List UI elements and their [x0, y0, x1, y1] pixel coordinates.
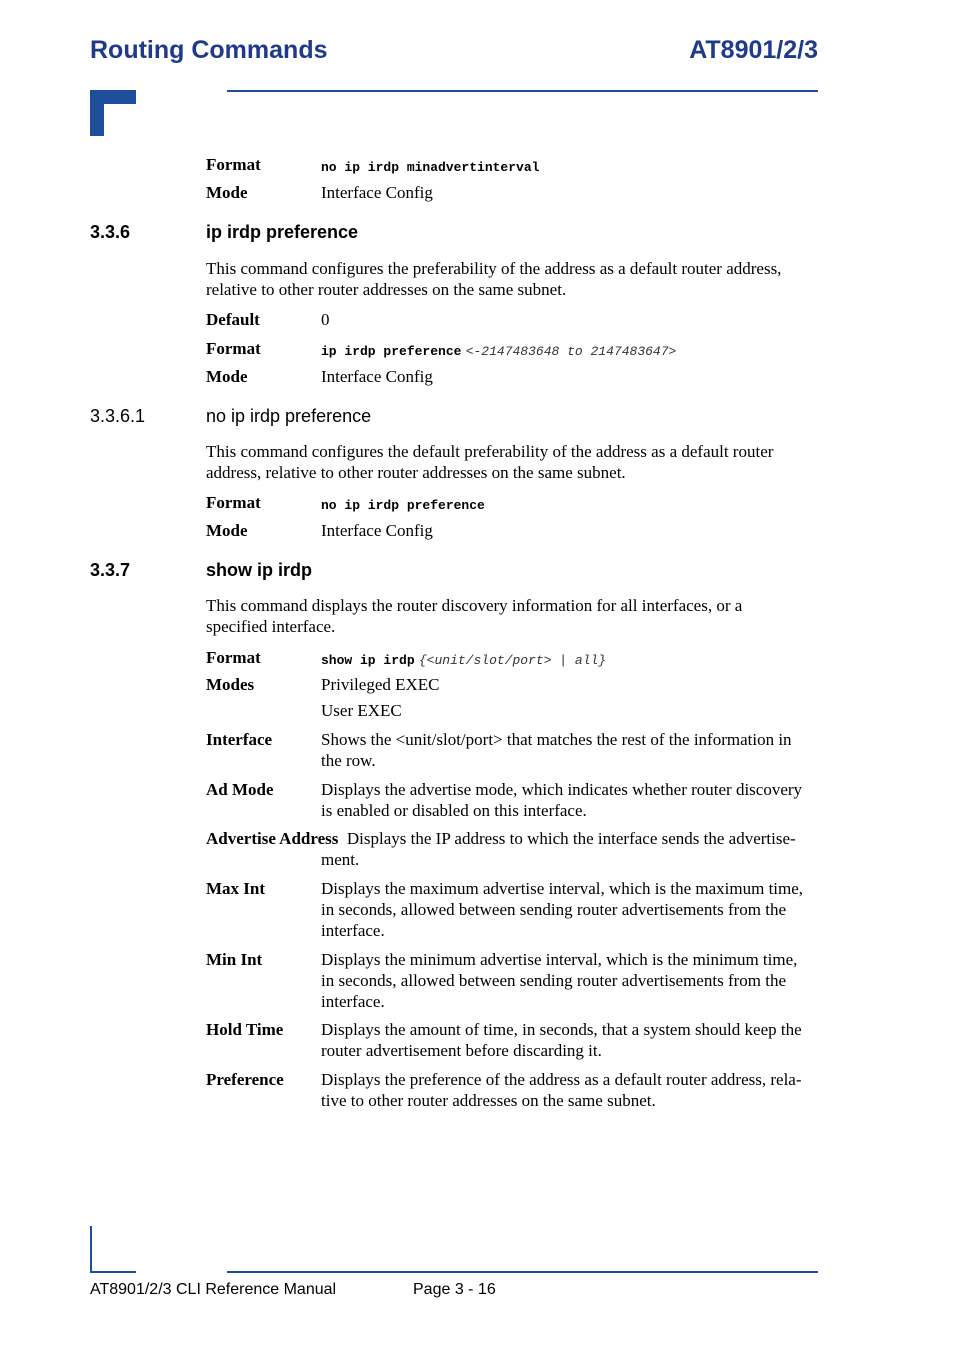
subsection-description: This command configures the default preferability of the address as a default router address, relative to other router addresses on the same subnet. [206, 442, 774, 482]
field-description: Displays the advertise mode, which indicates whether router discovery is enabled or disabled on this interface. [321, 780, 803, 820]
field-description: Displays the IP address to which the interface sends the advertise- [346, 829, 796, 848]
field-label: Preference [206, 1070, 284, 1089]
field-description: Displays the preference of the address as a default router address, rela- tive to other router addresses on the same subnet. [321, 1070, 802, 1110]
subsection-title: no ip irdp preference [206, 406, 372, 426]
field-label: Ad Mode [206, 780, 274, 799]
mode-label: Mode [206, 367, 248, 386]
subsection-number: 3.3.6.1 [90, 406, 146, 426]
mode-value: Interface Config [321, 521, 433, 540]
format-label: Format [206, 155, 261, 174]
default-value: 0 [321, 310, 330, 329]
footer-manual-title: AT8901/2/3 CLI Reference Manual [90, 1281, 337, 1298]
field-description: Shows the <unit/slot/port> that matches the rest of the information in the row. [321, 730, 792, 770]
field-label: Interface [206, 730, 273, 749]
section-title: show ip irdp [206, 560, 312, 580]
footer-rule [227, 1271, 818, 1273]
corner-mark-top [90, 90, 136, 136]
format-syntax: show ip irdp {<unit/slot/port> | all} [321, 653, 607, 668]
header-section-title: Routing Commands [90, 36, 328, 64]
format-label: Format [206, 493, 261, 512]
format-syntax: ip irdp preference <-2147483648 to 2147483647> [321, 344, 677, 359]
mode-label: Mode [206, 521, 248, 540]
section-number: 3.3.7 [90, 560, 131, 580]
default-label: Default [206, 310, 260, 329]
mode-value: Interface Config [321, 367, 433, 386]
field-advertise-address: Advertise Address Displays the IP address to which the interface sends the advertise- ment. [206, 829, 796, 869]
corner-mark-bottom [90, 1226, 136, 1273]
format-command: no ip irdp preference [321, 498, 485, 513]
format-label: Format [206, 648, 261, 667]
field-label: Max Int [206, 879, 266, 898]
section-description: This command displays the router discovery information for all interfaces, or a specified interface. [206, 596, 743, 636]
format-label: Format [206, 339, 261, 358]
footer-page-number: Page 3 - 16 [413, 1281, 496, 1298]
header-rule [227, 90, 818, 92]
mode-value: Interface Config [321, 183, 433, 202]
field-label: Hold Time [206, 1020, 284, 1039]
field-label: Advertise Address [206, 829, 339, 848]
field-label: Min Int [206, 950, 263, 969]
header-product-title: AT8901/2/3 [689, 36, 818, 64]
field-description: Displays the minimum advertise interval, which is the minimum time, in seconds, allowed between sending router advertisements from the interface. [321, 950, 798, 1011]
section-number: 3.3.6 [90, 222, 131, 242]
mode-label: Mode [206, 183, 248, 202]
field-description: Displays the amount of time, in seconds, that a system should keep the router advertisement before discarding it. [321, 1020, 802, 1060]
format-command: no ip irdp minadvertinterval [321, 160, 540, 175]
field-description: Displays the maximum advertise interval, which is the maximum time, in seconds, allowed between sending router advertisements from the interface. [321, 879, 804, 940]
modes-value: Privileged EXEC User EXEC [321, 675, 440, 720]
section-title: ip irdp preference [206, 222, 359, 242]
modes-label: Modes [206, 675, 255, 694]
section-description: This command configures the preferability of the address as a default router address, relative to other router addresses on the same subnet. [206, 259, 782, 299]
